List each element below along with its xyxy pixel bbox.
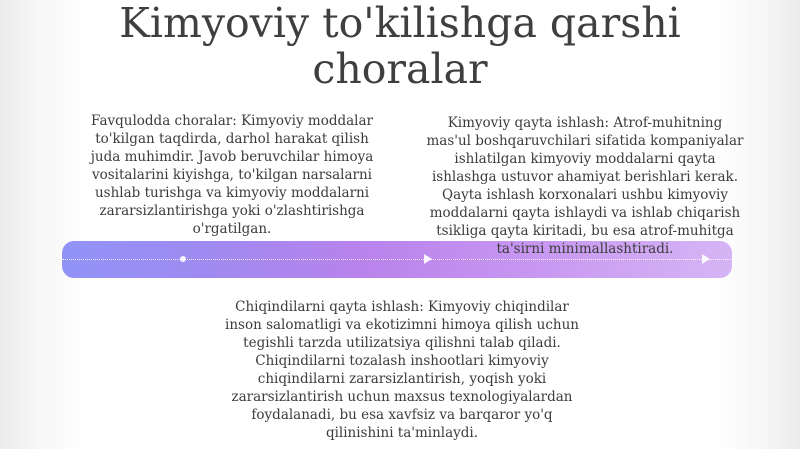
section-waste-processing: Chiqindilarni qayta ishlash: Kimyoviy chiqindilar inson salomatligi va ekotizimni himoya qilish uchun tegishli tarzda utilizatsiya qilishni talab qiladi. Chiqindilarni tozalash inshootlari kimyoviy chiqindilarni zararsizlantirish, yoqish yoki zararsizlantirish uchun maxsus texnologiyalardan foydalanadi, bu esa xavfsiz va barqaror yo'q qilinishini ta'minlaydi. <box>225 299 579 441</box>
slide-title: Kimyoviy to'kilishga qarshi choralar <box>119 0 681 93</box>
section-chemical-recycling: Kimyoviy qayta ishlash: Atrof-muhitning mas'ul boshqaruvchilari sifatida kompaniyalar ishlatilgan kimyoviy moddalarni qayta ishlashga ustuvor ahamiyat berishlari kerak. Qayta ishlash korxonalari ushbu kimyoviy moddalarni qayta ishlaydi va ishlab chiqarish tsikliga qayta kiritadi, bu esa atrof-muhitga ta'sirni minimallashtiradi. <box>426 115 744 257</box>
section-emergency-measures: Favqulodda choralar: Kimyoviy moddalar to'kilgan taqdirda, darhol harakat qilish juda muhimdir. Javob beruvchilar himoya vositalarini kiyishga, to'kilgan narsalarni ushlab turishga va kimyoviy moddalarni zararsizlantirishga yoki o'zlashtirishga o'rgatilgan. <box>90 113 374 237</box>
timeline-dotted-line <box>62 259 732 260</box>
timeline-dot <box>180 256 186 262</box>
